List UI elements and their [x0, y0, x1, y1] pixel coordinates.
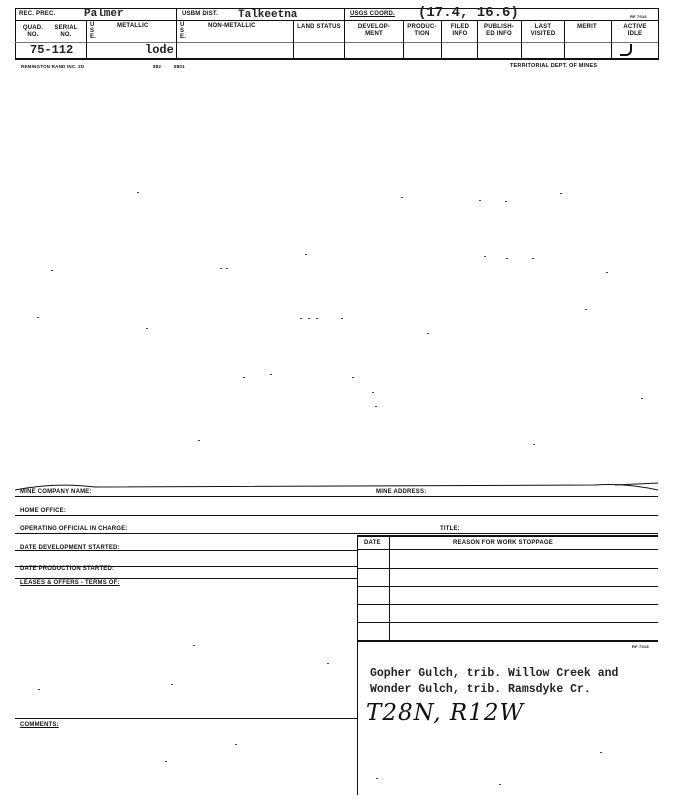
ius-right-u: U: [180, 22, 185, 28]
form-code-8801: 8801: [174, 64, 185, 69]
produc-tion-label: PRODUC-TION: [407, 24, 437, 37]
form-code-bottom: RF 7018: [632, 644, 649, 649]
ius-left-e: E.: [90, 34, 97, 40]
leases-offers-label: LEASES & OFFERS - TERMS OF:: [20, 580, 120, 586]
comments-label: COMMENTS:: [20, 722, 59, 728]
serial-no-label: SERIAL NO.: [54, 25, 78, 38]
nonmetallic-label: NON-METALLIC: [208, 23, 256, 29]
active-idle-label: ACTIVE IDLE: [623, 24, 647, 37]
last-visited-label: LAST VISITED: [530, 24, 556, 37]
usgs-coord-value: (17.4, 16.6): [418, 5, 519, 21]
torn-edge: [15, 478, 658, 488]
form-code-top: RF 7016: [630, 14, 647, 19]
printer-code: REMINGTON RAND INC. 2D: [21, 64, 85, 69]
title-label: TITLE:: [440, 526, 460, 532]
quad-no-label: QUAD. NO.: [22, 25, 44, 38]
usbm-dist-label: USBM DIST.: [182, 11, 219, 17]
territorial-dept: TERRITORIAL DEPT. OF MINES: [510, 63, 598, 69]
merit-label: MERIT: [577, 24, 597, 30]
rec-prec-value: Palmer: [84, 8, 124, 20]
form-code-882: 882: [153, 64, 162, 69]
typed-note-line1: Gopher Gulch, trib. Willow Creek and: [370, 667, 619, 680]
operating-official-label: OPERATING OFFICIAL IN CHARGE:: [20, 526, 128, 532]
usbm-dist-value: Talkeetna: [238, 9, 298, 21]
published-info-label: PUBLISH-ED INFO: [484, 24, 514, 37]
rec-prec-label: REC. PREC.: [19, 11, 56, 17]
metallic-value: lode: [145, 43, 174, 57]
ius-left-u: U: [90, 22, 95, 28]
reason-column-label: REASON FOR WORK STOPPAGE: [453, 540, 553, 546]
quad-serial-value: 75-112: [30, 43, 74, 57]
usgs-coord-label: USGS COORD.: [350, 11, 395, 17]
metallic-label: METALLIC: [117, 23, 149, 29]
date-development-label: DATE DEVELOPMENT STARTED:: [20, 545, 120, 551]
ius-left-s: S: [90, 28, 95, 34]
check-mark: [620, 44, 632, 56]
land-status-label: LAND STATUS: [297, 24, 341, 30]
date-production-label: DATE PRODUCTION STARTED:: [20, 566, 115, 572]
typed-note-line2: Wonder Gulch, trib. Ramsdyke Cr.: [370, 683, 591, 696]
filed-info-label: FILED INFO: [450, 24, 470, 37]
date-column-label: DATE: [364, 540, 381, 546]
mine-company-name-label: MINE COMPANY NAME:: [20, 489, 92, 495]
mine-address-label: MINE ADDRESS:: [376, 489, 427, 495]
develop-ment-label: DEVELOP-MENT: [357, 24, 391, 37]
home-office-label: HOME OFFICE:: [20, 508, 67, 514]
ius-right-e: E.: [180, 34, 187, 40]
ius-right-s: S: [180, 28, 185, 34]
handwritten-township-range: T28N, R12W: [366, 700, 525, 726]
